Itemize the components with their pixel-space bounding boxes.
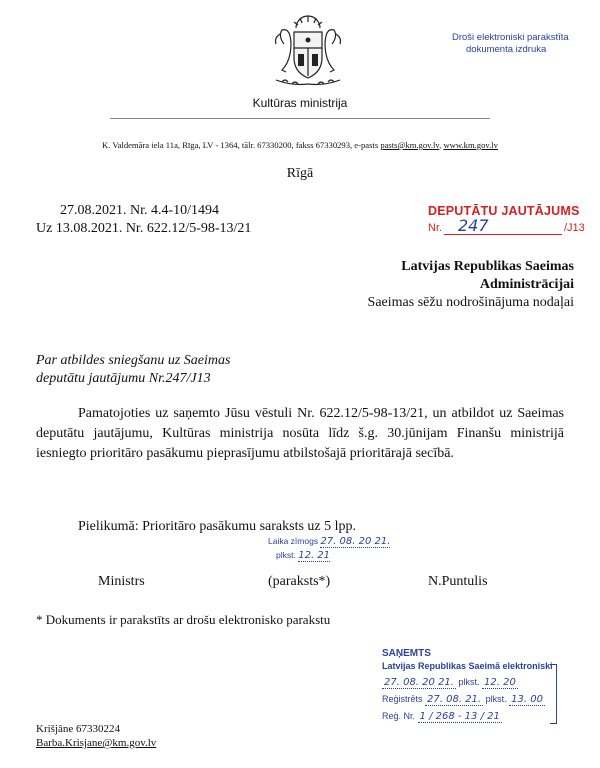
timestamp-stamp <box>268 535 390 563</box>
header-divider <box>110 118 490 119</box>
contact-block <box>36 722 156 750</box>
deputy-stamp-nr-row <box>428 216 588 238</box>
received-title: SAŅEMTS <box>382 648 431 659</box>
address-separator: , <box>439 140 444 150</box>
body-paragraph: Pamatojoties uz saņemto Jūsu vēstuli Nr. 622.12/5-98-13/21, un atbildot uz Saeimas deputātu jautājumu, Kultūras ministrija nosūta līdz š.g. 30.jūnijam Finanšu ministrijā iesniegto prioritāro pasākumu pieprasījumu atbilstošajā prioritārajā secībā. <box>36 406 564 461</box>
registered-label: Reģistrēts <box>382 694 423 704</box>
registration-number: 1 / 268 - 13 / 21 <box>419 711 500 722</box>
signature-placeholder: (paraksts*) <box>268 574 331 589</box>
registration-number-label: Reģ. Nr. <box>382 711 416 721</box>
ministry-website-link[interactable]: www.km.gov.lv <box>443 140 498 150</box>
reference-number: 27.08.2021. Nr. 4.4-10/1494 <box>60 203 220 218</box>
subject-line1: Par atbildes sniegšanu uz Saeimas <box>36 353 231 368</box>
timestamp-label: Laika zīmogs <box>268 536 319 546</box>
signature-role: Ministrs <box>98 574 145 589</box>
deputy-stamp-title: DEPUTĀTU JAUTĀJUMS <box>428 204 580 218</box>
timestamp-time-row <box>268 549 390 563</box>
secure-stamp-line1: Droši elektroniski parakstīta <box>452 32 569 43</box>
registered-row <box>382 693 592 706</box>
subject-line2: deputātu jautājumu Nr.247/J13 <box>36 371 211 386</box>
received-subtitle: Latvijas Republikas Saeimā elektroniski <box>382 661 553 671</box>
received-date-row <box>382 676 592 689</box>
received-plkst-label: plkst. <box>458 677 480 687</box>
address-line <box>0 140 600 150</box>
contact-name-phone: Krišjāne 67330224 <box>36 723 121 735</box>
city: Rīgā <box>286 166 314 181</box>
received-stamp <box>382 648 592 723</box>
received-time: 12. 20 <box>484 677 516 688</box>
ministry-email-link[interactable]: pasts@km.gov.lv <box>380 140 440 150</box>
registration-number-row <box>382 710 592 723</box>
addressee-line1: Latvijas Republikas Saeimas <box>401 259 574 274</box>
addressee-line3: Saeimas sēžu nodrošinājuma nodaļai <box>367 295 574 310</box>
reference-reply-to: Uz 13.08.2021. Nr. 622.12/5-98-13/21 <box>36 221 252 236</box>
timestamp-date: 27. 08. 20 21. <box>320 536 391 547</box>
timestamp-row <box>268 535 390 549</box>
registered-plkst-label: plkst. <box>485 694 507 704</box>
addressee-block <box>368 258 574 312</box>
address-text: K. Valdemāra iela 11a, Rīga, LV - 1364, tālr. 67330200, fakss 67330293, e-pasts <box>102 140 381 150</box>
registered-time: 13. 00 <box>511 694 543 705</box>
registered-date: 27. 08. 21. <box>427 694 482 705</box>
reference-block <box>36 202 252 238</box>
coat-of-arms-logo <box>262 14 354 94</box>
deputy-stamp-nr-label: Nr. <box>428 222 443 234</box>
signatory-name: N.Puntulis <box>428 574 488 589</box>
deputy-stamp-nr-suffix: /J13 <box>564 222 585 234</box>
footnote: * Dokuments ir parakstīts ar drošu elektronisko parakstu <box>36 612 331 627</box>
subject <box>36 352 230 388</box>
deputy-stamp-nr-value: 247 <box>458 216 489 235</box>
ministry-name: Kultūras ministrija <box>252 96 348 110</box>
attachment-note: Pielikumā: Prioritāro pasākumu saraksts uz 5 lpp. <box>78 519 357 534</box>
addressee-line2: Administrācijai <box>479 277 574 292</box>
secure-signature-stamp <box>452 32 592 56</box>
deputy-question-stamp <box>428 204 588 238</box>
received-date: 27. 08. 20 21. <box>384 677 454 688</box>
timestamp-time: 12. 21 <box>298 550 331 561</box>
received-stamp-bracket <box>550 664 557 724</box>
timestamp-time-label: plkst. <box>276 550 296 560</box>
secure-stamp-line2: dokumenta izdruka <box>466 44 547 55</box>
contact-email-link[interactable]: Barba.Krisjane@km.gov.lv <box>36 737 157 749</box>
